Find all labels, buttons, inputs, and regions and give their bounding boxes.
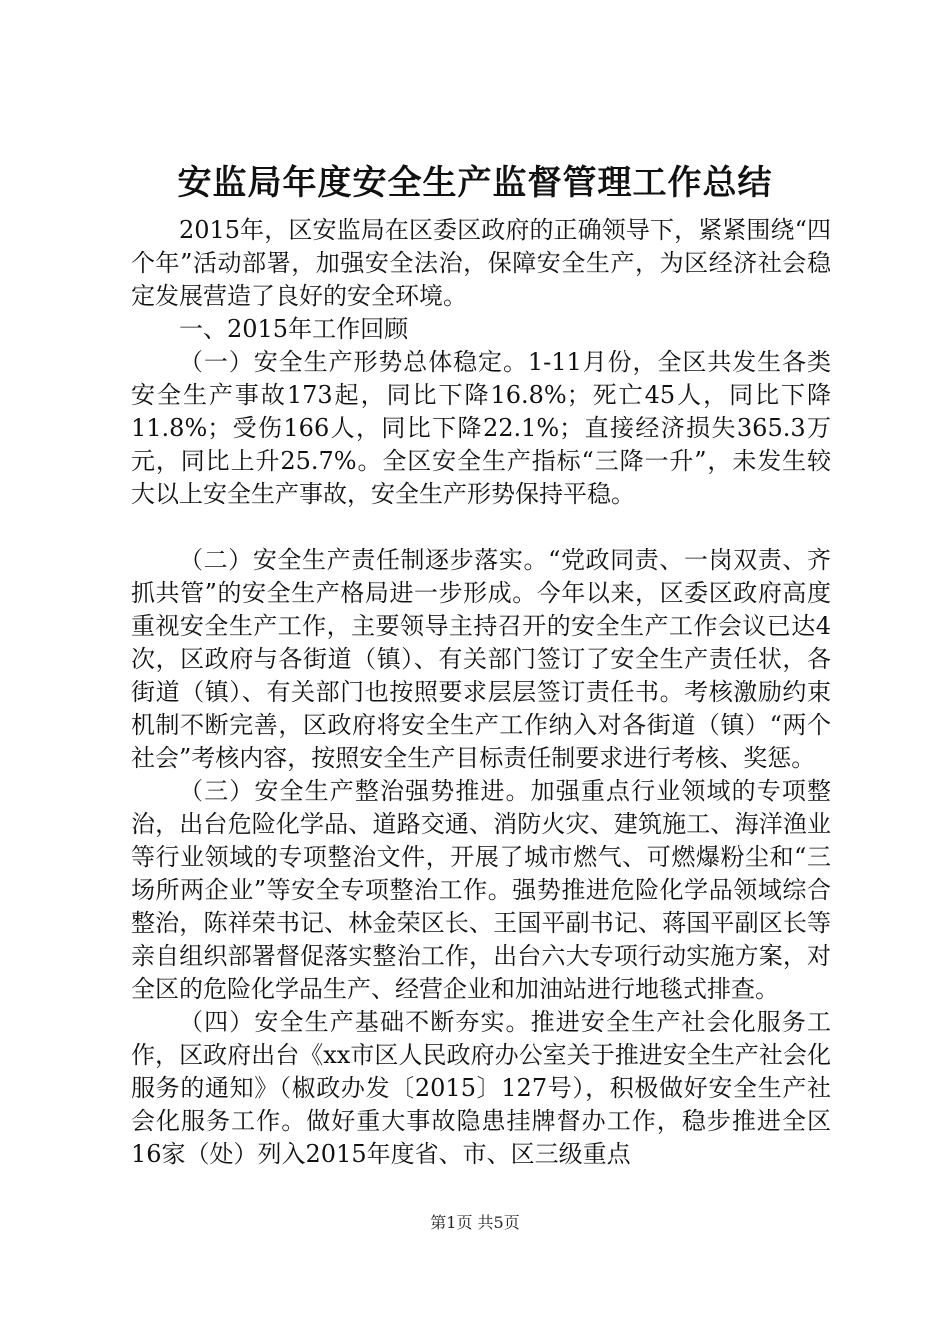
intro-paragraph: 2015年，区安监局在区委区政府的正确领导下，紧紧围绕“四个年”活动部署，加强安全法治，保障安全生产，为区经济社会稳定发展营造了良好的安全环境。: [131, 216, 831, 310]
section-heading: 一、2015年工作回顾: [179, 315, 409, 343]
document-title: 安监局年度安全生产监督管理工作总结: [177, 163, 773, 203]
paragraph-rectification: （三）安全生产整治强势推进。加强重点行业领域的专项整治，出台危险化学品、道路交通、消防火灾、建筑施工、海洋渔业等行业领域的专项整治文件，开展了城市燃气、可燃爆粉尘和“三场所两企业”等安全专项整治工作。强势推进危险化学品领域综合整治，陈祥荣书记、林金荣区长、王国平副书记、蒋国平副区长等亲自组织部署督促落实整治工作，出台六大专项行动实施方案，对全区的危险化学品生产、经营企业和加油站进行地毯式排查。: [131, 777, 831, 1003]
paragraph-foundation: （四）安全生产基础不断夯实。推进安全生产社会化服务工作，区政府出台《xx市区人民政府办公室关于推进安全生产社会化服务的通知》（椒政办发〔2015〕127号），积极做好安全生产社会化服务工作。做好重大事故隐患挂牌督办工作，稳步推进全区16家（处）列入2015年度省、市、区三级重点: [131, 1008, 831, 1168]
paragraph-safety-situation: （一）安全生产形势总体稳定。1-11月份，全区共发生各类安全生产事故173起，同比下降16.8%；死亡45人，同比下降11.8%；受伤166人，同比下降22.1%；直接经济损失365.3万元，同比上升25.7%。全区安全生产指标“三降一升”，未发生较大以上安全生产事故，安全生产形势保持平稳。: [131, 348, 831, 508]
paragraph-responsibility: （二）安全生产责任制逐步落实。“党政同责、一岗双责、齐抓共管”的安全生产格局进一步形成。今年以来，区委区政府高度重视安全生产工作，主要领导主持召开的安全生产工作会议已达4次，区政府与各街道（镇）、有关部门签订了安全生产责任状，各街道（镇）、有关部门也按照要求层层签订责任书。考核激励约束机制不断完善，区政府将安全生产工作纳入对各街道（镇）“两个社会”考核内容，按照安全生产目标责任制要求进行考核、奖惩。: [131, 546, 831, 772]
document-body: [131, 214, 831, 1171]
page-number: 第1页 共5页: [430, 1213, 520, 1232]
